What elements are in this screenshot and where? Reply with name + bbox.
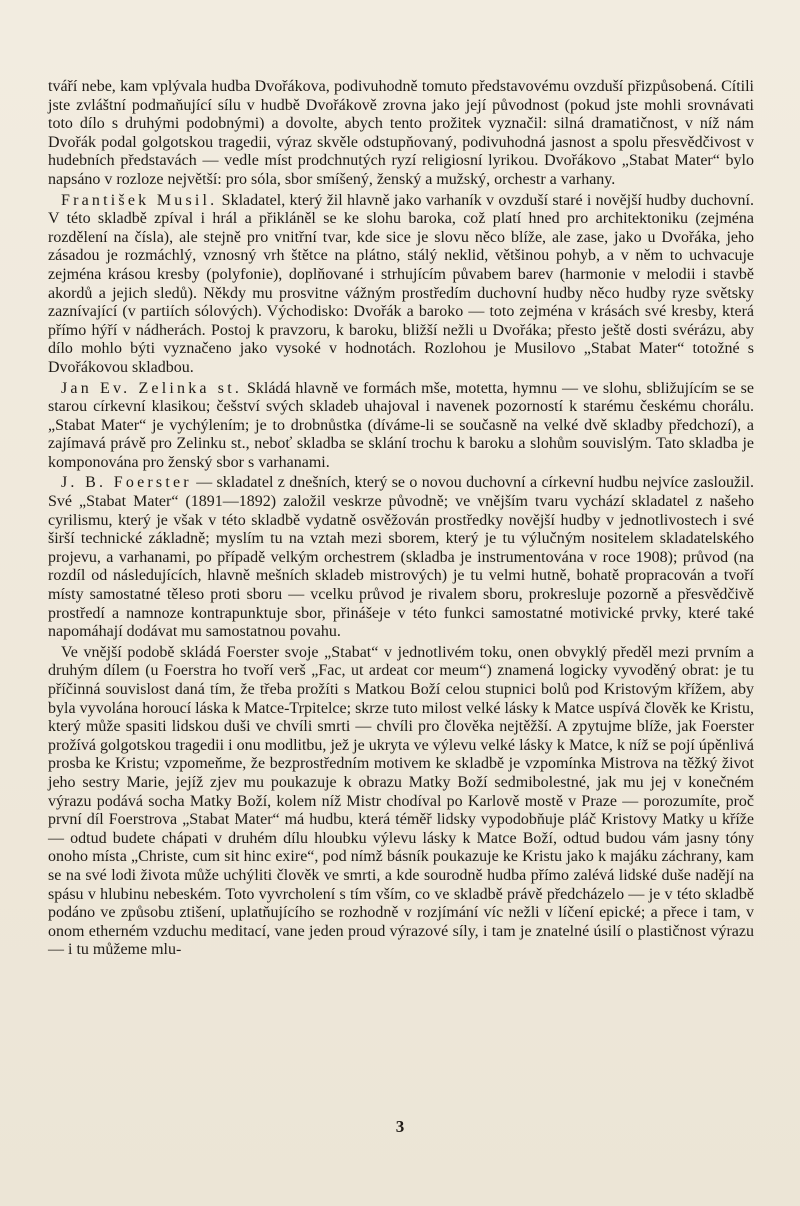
paragraph-zelinka (48, 380, 754, 473)
paragraph-musil (48, 192, 754, 378)
paragraph-text: Skladatel, který žil hlavně jako varhaník v ovzduší staré i novější hudby duchovní. V této skladbě zpíval i hrál a přikláněl se ke slohu baroka, což platí hned pro architektoniku (zejména rozdělení na čísla), ale stejně pro vnitřní tvar, kde sice je slovu něco blíže, ale zase, jako u Dvořáka, jeho zásadou je rozmáchlý, vznosný vrh štětce na plátno, stálý neklid, většinou pohyb, a v něm to uchvacuje zejména krásou kresby (polyfonie), doplňované i strhujícím půvabem barev (harmonie v melodii i stavbě akordů a jejich sledů). Někdy mu prosvitne vážným prostředím duchovní hudby něco hudby ryze světsky zaznívající (v partiích sólových). Východisko: Dvořák a baroko — toto zejména v krásách své kresby, která přímo hýří v nádherách. Postoj k pravzoru, k baroku, bližší nežli u Dvořáka; přesto ještě dosti svérázu, aby dílo mohlo býti vyznačeno jako vysoké v hodnotách. Rozlohou je Musilovo „Stabat Mater“ totožné s Dvořákovou skladbou. (48, 191, 755, 376)
composer-name-zelinka: Jan Ev. Zelinka st. (61, 379, 243, 397)
composer-name-foerster: J. B. Foerster (61, 474, 192, 492)
paragraph-foerster (48, 474, 754, 641)
paragraph-text: tváří nebe, kam vplývala hudba Dvořákova, podivuhodně tomuto představovému ovzduší přizpůsobená. Cítili jste zvláštní podmaňující sílu v hudbě Dvořákově zrovna jako její původnost (pokud jste mohli srovnávati toto dílo s druhými podobnými) a dovolte, abych tento prožitek vyznačil: silná dramatičnost, v níž nám Dvořák podal golgotskou tragedii, výraz skvěle odstupňovaný, podivuhodná jasnost a spolu přesvědčivost v hudebních představách — vedle míst prodchnutých ryzí religiosní lyrikou. Dvořákovo „Stabat Mater“ bylo napsáno v rozloze největší: pro sóla, sbor smíšený, ženský a mužský, orchestr a varhany. (48, 78, 754, 188)
paragraph-text: — skladatel z dnešních, který se o novou duchovní a církevní hudbu nejvíce zasloužil. Své „Stabat Mater“ (1891—1892) založil veskrze původně; ve vnějším tvaru vychází skladatel z našeho cyrilismu, který je však v této skladbě vydatně osvěžován prostředky novější hudby v jednotlivostech i své širší technické základně; myslím tu na vztah mezi sborem, který je tu výlučným nositelem skladatelského projevu, a varhanami, po případě velkým orchestrem (skladba je instrumentována v roce 1908); průvod (na rozdíl od následujících, hlavně mešních skladeb mistrových) je tu velmi hutně, bohatě propracován a tvoří místy samostatné těleso proti sboru — vcelku průvod je rivalem sboru, prokresluje pozorně a přesvědčivě prostředí a namnoze kontrapunktuje sbor, přinášeje v této funkci samostatné motivické prvky, které také napomáhají dodávat mu samostatnou povahu. (48, 474, 754, 641)
composer-name-musil: František Musil. (61, 191, 218, 209)
body-text (48, 78, 754, 960)
paragraph-text: Ve vnější podobě skládá Foerster svoje „Stabat“ v jednotlivém toku, onen obvyklý předěl mezi prvním a druhým dílem (u Foerstra ho tvoří verš „Fac, ut ardeat cor meum“) znamená logicky vyvoděný obrat: je tu příčinná souvislost daná tím, že třeba prožíti s Matkou Boží celou stupnici bolů pod Kristovým křížem, aby byla vyvolána horoucí láska k Matce-Trpitelce; skrze tuto milost velké lásky k Matce uspívá člověk ke Kristu, který může spasiti lidskou duši ve chvíli smrti — chvíli pro člověka nejtěžší. A zpytujme blíže, jak Foerster prožívá golgotskou tragedii i onu modlitbu, jež je ukryta ve výlevu velké lásky k Matce, k níž se pojí úpěnlivá prosba ke Kristu; vzpomeňme, že bezprostředním motivem ke skladbě je vzpomínka Mistrova na těžký život jeho sestry Marie, jejíž zjev mu poukazuje k obrazu Matky Boží sedmibolestné, jak mu jej v konečném výrazu podává socha Matky Boží, kolem níž Mistr chodíval po Karlově mostě v Praze — porozumíte, proč první díl Foerstrova „Stabat Mater“ má hudbu, která téměř lidsky vypodobňuje pláč Kristovy Matky u kříže — odtud budete chápati v druhém dílu hloubku výlevu lásky k Matce Boží, odtud budou vám jasny tóny onoho místa „Christe, cum sit hinc exire“, pod nímž básník poukazuje ke Kristu jako k majáku záchrany, kam se na své lodi života může uchýliti člověk ve smrti, a kde sourodně hudba přímo zalévá lidské duše nadějí na spásu v hlubinu nebeském. Toto vyvrcholení s tím vším, co ve skladbě právě předcházelo — je v této skladbě podáno ve způsobu ztišení, uplatňujícího se rozhodně v rozjímání víc nežli v líčení epické; a přece i tam, v onom etherném vzduchu meditací, vane jeden proud výrazové síly, i tam je znatelné úsilí o plastičnost výrazu — i tu můžeme mlu- (48, 643, 754, 959)
page-number: 3 (395, 1117, 405, 1136)
paragraph-dvorak (48, 78, 754, 190)
paragraph-foerster-stabat (48, 644, 754, 960)
paragraph-text: Skládá hlavně ve formách mše, motetta, hymnu — ve slohu, sbližujícím se se starou církevní klasikou; češství svých skladeb uhajoval i navenek pozorností k starému českému chorálu. „Stabat Mater“ je vychýlením; je to drobnůstka (díváme-li se současně na velké dvě skladby předchozí), a zajímavá právě pro Zelinku st., neboť skladba se sklání trochu k baroku a slohům souvislým. Tato skladba je komponována pro ženský sbor s varhanami. (48, 379, 754, 471)
